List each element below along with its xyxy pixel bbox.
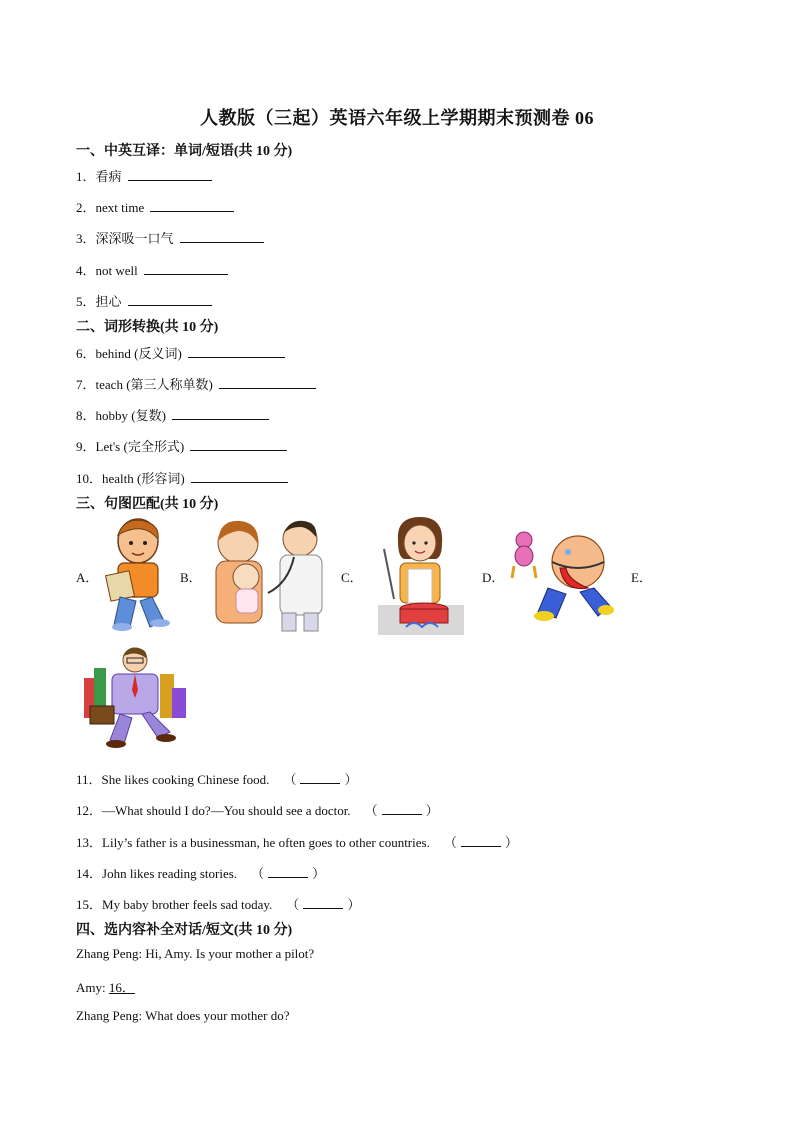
- question-number: 6．: [76, 346, 96, 361]
- dialogue-line-2: [76, 977, 135, 996]
- question-text: 担心: [95, 294, 122, 309]
- question-number: 1．: [76, 169, 96, 184]
- question-9: [76, 436, 287, 455]
- picture-label-a: A．: [76, 570, 99, 585]
- question-text: John likes reading stories.: [102, 866, 238, 881]
- answer-blank[interactable]: [219, 376, 316, 389]
- question-number: 8．: [76, 408, 96, 423]
- question-11: 11．She likes cooking Chinese food. （ ）: [76, 772, 358, 787]
- answer-blank[interactable]: [382, 802, 422, 815]
- section-2-heading: 二、词形转换(共 10 分): [76, 320, 219, 335]
- question-number: 10．: [76, 471, 103, 486]
- picture-label-b: B．: [180, 570, 202, 585]
- question-number: 14．: [76, 866, 103, 881]
- question-number: 12．: [76, 803, 103, 818]
- question-number: 13．: [76, 835, 103, 850]
- answer-blank[interactable]: [144, 262, 228, 275]
- picture-label-c: C．: [341, 570, 363, 585]
- question-text: Lily’s father is a businessman, he often goes to other countries.: [102, 835, 430, 850]
- crying-child-picture: [508, 522, 614, 624]
- question-10: [76, 468, 288, 487]
- answer-blank[interactable]: [128, 293, 212, 306]
- question-number: 7．: [76, 377, 96, 392]
- question-2: [76, 197, 234, 216]
- question-text: My baby brother feels sad today.: [102, 897, 273, 912]
- question-text: 深深吸一口气: [95, 231, 174, 246]
- question-7: [76, 374, 316, 393]
- question-number: 5．: [76, 294, 96, 309]
- section-4-heading: 四、选内容补全对话/短文(共 10 分): [76, 923, 293, 938]
- dialogue-line-3: Zhang Peng: What does your mother do?: [76, 1008, 290, 1023]
- question-text: health (形容词): [102, 471, 185, 486]
- answer-blank[interactable]: [268, 865, 308, 878]
- question-4: [76, 260, 228, 279]
- answer-blank[interactable]: [180, 230, 264, 243]
- question-number: 4．: [76, 263, 96, 278]
- question-text: next time: [95, 200, 145, 215]
- question-number: 9．: [76, 439, 96, 454]
- question-text: Let's (完全形式): [95, 439, 185, 454]
- question-text: behind (反义词): [95, 346, 182, 361]
- girl-cooking-picture: [370, 513, 466, 635]
- question-3: [76, 228, 264, 247]
- question-text: She likes cooking Chinese food.: [101, 772, 270, 787]
- answer-blank[interactable]: [188, 345, 285, 358]
- question-5: [76, 291, 212, 310]
- question-15: 15．My baby brother feels sad today. （ ）: [76, 897, 361, 912]
- businessman-picture: [80, 644, 190, 750]
- answer-blank[interactable]: [128, 168, 212, 181]
- question-13: 13．Lily’s father is a businessman, he often goes to other countries. （ ）: [76, 835, 518, 850]
- doctor-and-baby-picture: [208, 513, 336, 633]
- speaker-label: Amy:: [76, 980, 106, 995]
- question-number: 3．: [76, 231, 96, 246]
- question-number: 2．: [76, 200, 96, 215]
- answer-blank[interactable]: [303, 896, 343, 909]
- question-6: [76, 343, 285, 362]
- question-number: 15．: [76, 897, 103, 912]
- page-title: 人教版（三起）英语六年级上学期期末预测卷 06: [200, 108, 594, 128]
- question-1: [76, 166, 212, 185]
- section-3-heading: 三、句图匹配(共 10 分): [76, 497, 219, 512]
- picture-label-d: D．: [482, 570, 505, 585]
- answer-blank[interactable]: [172, 407, 269, 420]
- question-14: 14．John likes reading stories. （ ）: [76, 866, 326, 881]
- answer-blank[interactable]: [300, 771, 340, 784]
- picture-label-e: E．: [631, 570, 652, 585]
- dialogue-line-1: Zhang Peng: Hi, Amy. Is your mother a pilot?: [76, 946, 315, 961]
- answer-blank[interactable]: [150, 199, 234, 212]
- answer-blank-16[interactable]: 16．: [108, 980, 135, 995]
- question-8: [76, 405, 269, 424]
- boy-reading-picture: [104, 515, 172, 633]
- answer-blank[interactable]: [191, 470, 288, 483]
- answer-blank[interactable]: [461, 834, 501, 847]
- question-text: 看病: [95, 169, 122, 184]
- section-1-heading: 一、中英互译：单词/短语(共 10 分): [76, 144, 293, 159]
- question-text: hobby (复数): [95, 408, 166, 423]
- question-text: teach (第三人称单数): [95, 377, 213, 392]
- question-text: —What should I do?—You should see a doctor.: [102, 803, 351, 818]
- question-number: 11．: [76, 772, 102, 787]
- question-12: 12．—What should I do?—You should see a doctor. （ ）: [76, 803, 439, 818]
- answer-blank[interactable]: [190, 438, 287, 451]
- question-text: not well: [95, 263, 138, 278]
